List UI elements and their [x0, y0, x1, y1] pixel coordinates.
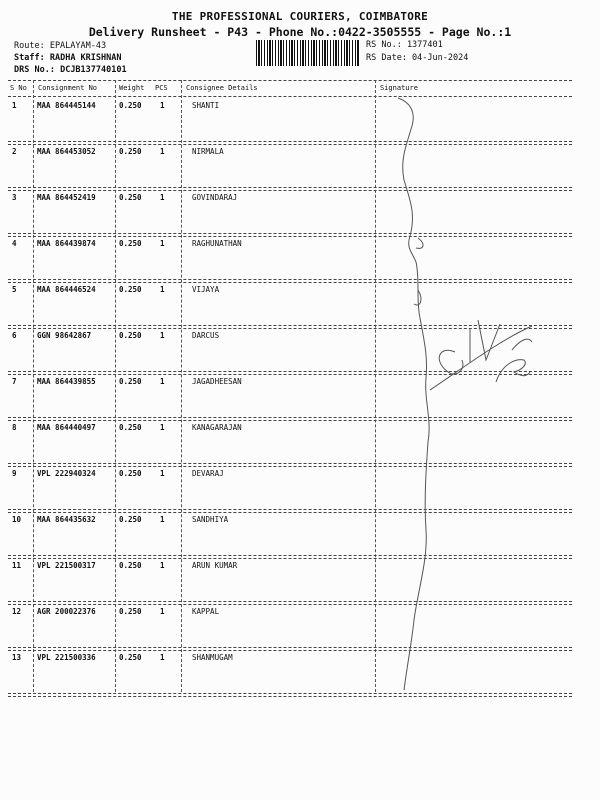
col-header-signature: Signature: [380, 84, 418, 92]
row-consignment: MAA 864435632: [37, 515, 96, 524]
runsheet-subtitle: Delivery Runsheet - P43 - Phone No.:0422-3505555 - Page No.:1: [88, 25, 512, 39]
row-sno: 8: [12, 423, 17, 432]
row-sno: 5: [12, 285, 17, 294]
row-weight: 0.250: [119, 423, 142, 432]
row-weight: 0.250: [119, 101, 142, 110]
row-weight: 0.250: [119, 653, 142, 662]
row-consignment: MAA 864446524: [37, 285, 96, 294]
row-sno: 11: [12, 561, 22, 570]
row-sno: 4: [12, 239, 17, 248]
row-pcs: 1: [160, 653, 165, 662]
row-consignee: RAGHUNATHAN: [192, 239, 242, 248]
row-weight: 0.250: [119, 515, 142, 524]
row-pcs: 1: [160, 377, 165, 386]
row-pcs: 1: [160, 469, 165, 478]
rs-number: RS No.: 1377401: [366, 40, 443, 50]
row-consignment: GGN 98642867: [37, 331, 92, 340]
row-consignment: VPL 222940324: [37, 469, 96, 478]
row-sno: 2: [12, 147, 17, 156]
col-header-sno: S No: [10, 84, 27, 92]
row-consignment: VPL 221500336: [37, 653, 96, 662]
row-sno: 1: [12, 101, 17, 110]
staff-label: Staff:: [14, 53, 45, 63]
row-weight: 0.250: [119, 469, 142, 478]
row-consignee: DARCUS: [192, 331, 220, 340]
drs-label: DRS No.:: [14, 65, 55, 75]
row-sno: 7: [12, 377, 17, 386]
row-weight: 0.250: [119, 193, 142, 202]
row-pcs: 1: [160, 331, 165, 340]
row-consignee: ARUN KUMAR: [192, 561, 238, 570]
row-consignment: MAA 864439874: [37, 239, 96, 248]
row-weight: 0.250: [119, 377, 142, 386]
row-weight: 0.250: [119, 331, 142, 340]
row-consignee: GOVINDARAJ: [192, 193, 238, 202]
row-consignee: JAGADHEESAN: [192, 377, 242, 386]
row-pcs: 1: [160, 285, 165, 294]
row-sno: 12: [12, 607, 22, 616]
row-consignment: MAA 864453052: [37, 147, 96, 156]
row-pcs: 1: [160, 147, 165, 156]
row-pcs: 1: [160, 423, 165, 432]
drs-value: DCJB137740101: [60, 65, 127, 75]
row-sno: 10: [12, 515, 22, 524]
col-header-consignment: Consignment No: [38, 84, 98, 92]
row-pcs: 1: [160, 193, 165, 202]
row-sno: 6: [12, 331, 17, 340]
row-weight: 0.250: [119, 147, 142, 156]
row-consignee: SHANMUGAM: [192, 653, 233, 662]
col-header-pcs: PCS: [155, 84, 168, 92]
staff-name: RADHA KRISHNAN: [49, 53, 122, 63]
row-weight: 0.250: [119, 561, 142, 570]
row-pcs: 1: [160, 515, 165, 524]
row-consignee: SANDHIYA: [192, 515, 229, 524]
row-consignee: VIJAYA: [192, 285, 220, 294]
col-header-weight: Weight: [119, 84, 145, 92]
row-consignment: MAA 864439855: [37, 377, 96, 386]
row-pcs: 1: [160, 607, 165, 616]
company-title: THE PROFESSIONAL COURIERS, COIMBATORE: [171, 10, 429, 23]
row-consignee: KAPPAL: [192, 607, 220, 616]
row-consignee: KANAGARAJAN: [192, 423, 242, 432]
row-consignment: MAA 864452419: [37, 193, 96, 202]
col-header-consignee: Consignee Details: [186, 84, 258, 92]
row-consignment: MAA 864445144: [37, 101, 96, 110]
row-pcs: 1: [160, 239, 165, 248]
row-weight: 0.250: [119, 285, 142, 294]
row-weight: 0.250: [119, 607, 142, 616]
row-sno: 3: [12, 193, 17, 202]
row-consignment: AGR 200022376: [37, 607, 96, 616]
rs-date: RS Date: 04-Jun-2024: [366, 53, 469, 63]
row-consignee: NIRMALA: [192, 147, 224, 156]
route-label: Route: EPALAYAM-43: [14, 41, 107, 51]
row-sno: 13: [12, 653, 22, 662]
row-pcs: 1: [160, 101, 165, 110]
row-sno: 9: [12, 469, 17, 478]
row-weight: 0.250: [119, 239, 142, 248]
row-pcs: 1: [160, 561, 165, 570]
row-consignment: VPL 221500317: [37, 561, 96, 570]
row-consignee: SHANTI: [192, 101, 220, 110]
row-consignment: MAA 864440497: [37, 423, 96, 432]
row-consignee: DEVARAJ: [192, 469, 224, 478]
